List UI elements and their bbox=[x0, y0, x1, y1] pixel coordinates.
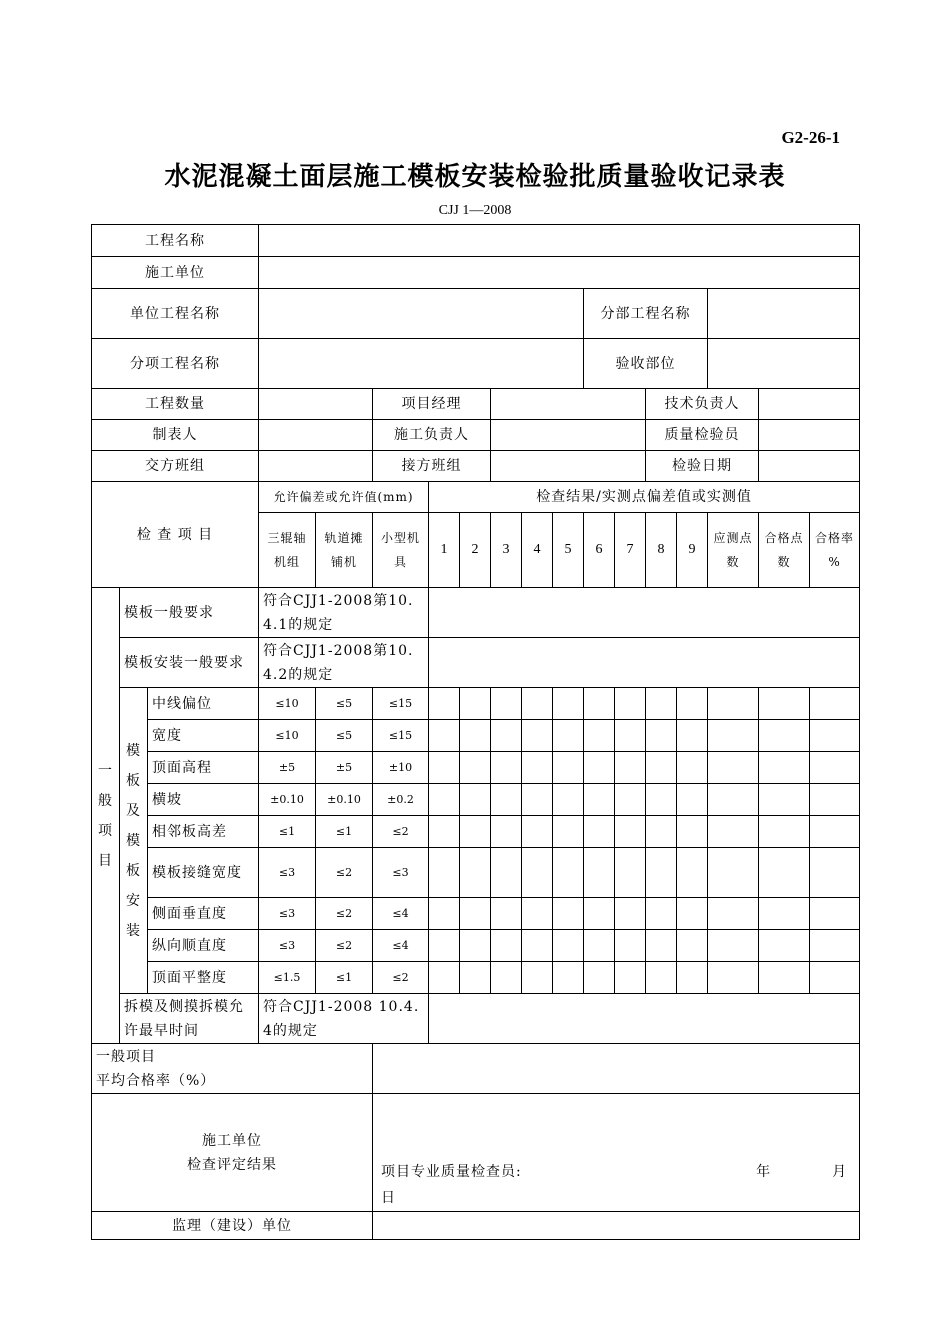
item-demold-time: 拆模及侧摸拆模允许最早时间 bbox=[120, 994, 259, 1044]
inspection-date-label: 检验日期 bbox=[646, 451, 759, 482]
point-cell[interactable] bbox=[460, 848, 491, 898]
point-cell[interactable] bbox=[584, 688, 615, 720]
tabulator-field[interactable] bbox=[259, 420, 373, 451]
point-header: 2 bbox=[460, 513, 491, 588]
point-cell[interactable] bbox=[615, 720, 646, 752]
measured-cell[interactable] bbox=[708, 688, 759, 720]
requirement-template-general: 符合CJJ1-2008第10.4.1的规定 bbox=[259, 588, 429, 638]
point-cell[interactable] bbox=[615, 816, 646, 848]
average-pass-rate-label-line2: 平均合格率（%） bbox=[96, 1072, 216, 1089]
point-cell[interactable] bbox=[460, 930, 491, 962]
subitem-project-name-field[interactable] bbox=[259, 339, 584, 389]
point-cell[interactable] bbox=[584, 720, 615, 752]
constructor-label: 施工单位 bbox=[92, 257, 259, 289]
passed-cell[interactable] bbox=[759, 930, 810, 962]
quantity-label: 工程数量 bbox=[92, 389, 259, 420]
point-cell[interactable] bbox=[553, 848, 584, 898]
passed-cell[interactable] bbox=[759, 720, 810, 752]
result-cell[interactable] bbox=[429, 588, 860, 638]
point-cell[interactable] bbox=[584, 930, 615, 962]
rate-cell[interactable] bbox=[810, 898, 860, 930]
tolerance-small-tool: ≤4 bbox=[373, 930, 429, 962]
point-cell[interactable] bbox=[553, 720, 584, 752]
passed-cell[interactable] bbox=[759, 816, 810, 848]
day-label: 日 bbox=[381, 1189, 396, 1206]
tabulator-label: 制表人 bbox=[92, 420, 259, 451]
results-header: 检查结果/实测点偏差值或实测值 bbox=[429, 482, 860, 513]
item-cross-slope: 横坡 bbox=[148, 784, 259, 816]
point-cell[interactable] bbox=[677, 930, 708, 962]
measured-cell[interactable] bbox=[708, 898, 759, 930]
point-cell[interactable] bbox=[646, 784, 677, 816]
point-cell[interactable] bbox=[553, 930, 584, 962]
point-cell[interactable] bbox=[677, 898, 708, 930]
point-cell[interactable] bbox=[553, 784, 584, 816]
construction-lead-label: 施工负责人 bbox=[373, 420, 491, 451]
rate-cell[interactable] bbox=[810, 816, 860, 848]
passed-cell[interactable] bbox=[759, 962, 810, 994]
rail-paver-header: 轨道摊铺机 bbox=[316, 513, 373, 588]
constructor-conclusion-field[interactable] bbox=[373, 1094, 860, 1212]
point-cell[interactable] bbox=[460, 784, 491, 816]
tolerance-rail-paver: ≤2 bbox=[316, 898, 373, 930]
rate-cell[interactable] bbox=[810, 688, 860, 720]
tolerance-three-roll: ≤1 bbox=[259, 816, 316, 848]
point-cell[interactable] bbox=[677, 962, 708, 994]
point-cell[interactable] bbox=[677, 784, 708, 816]
quality-inspector-label: 质量检验员 bbox=[646, 420, 759, 451]
rate-cell[interactable] bbox=[810, 720, 860, 752]
tolerance-rail-paver: ≤1 bbox=[316, 962, 373, 994]
tolerance-small-tool: ≤2 bbox=[373, 962, 429, 994]
requirement-demold-time: 符合CJJ1-2008 10.4.4的规定 bbox=[259, 994, 429, 1044]
passed-points-header: 合格点数 bbox=[759, 513, 810, 588]
technical-lead-field[interactable] bbox=[759, 389, 860, 420]
project-name-field[interactable] bbox=[259, 225, 860, 257]
point-cell[interactable] bbox=[584, 816, 615, 848]
passed-cell[interactable] bbox=[759, 848, 810, 898]
three-roll-header: 三辊轴机组 bbox=[259, 513, 316, 588]
tolerance-small-tool: ≤15 bbox=[373, 720, 429, 752]
inspection-record-table bbox=[91, 224, 860, 1240]
point-header: 3 bbox=[491, 513, 522, 588]
measured-cell[interactable] bbox=[708, 848, 759, 898]
point-cell[interactable] bbox=[429, 962, 460, 994]
point-cell[interactable] bbox=[584, 752, 615, 784]
passed-cell[interactable] bbox=[759, 784, 810, 816]
point-cell[interactable] bbox=[615, 930, 646, 962]
measured-cell[interactable] bbox=[708, 962, 759, 994]
item-width: 宽度 bbox=[148, 720, 259, 752]
point-cell[interactable] bbox=[429, 752, 460, 784]
tolerance-three-roll: ≤10 bbox=[259, 720, 316, 752]
point-cell[interactable] bbox=[615, 688, 646, 720]
point-cell[interactable] bbox=[615, 898, 646, 930]
point-cell[interactable] bbox=[491, 752, 522, 784]
document-code: G2-26-1 bbox=[781, 128, 840, 147]
point-cell[interactable] bbox=[677, 752, 708, 784]
general-items-label: 一般项目 bbox=[92, 588, 120, 1044]
point-cell[interactable] bbox=[584, 898, 615, 930]
point-cell[interactable] bbox=[677, 816, 708, 848]
average-pass-rate-field[interactable] bbox=[373, 1044, 860, 1094]
point-cell[interactable] bbox=[553, 688, 584, 720]
result-cell[interactable] bbox=[429, 994, 860, 1044]
point-cell[interactable] bbox=[646, 720, 677, 752]
point-header: 7 bbox=[615, 513, 646, 588]
point-cell[interactable] bbox=[615, 752, 646, 784]
technical-lead-label: 技术负责人 bbox=[646, 389, 759, 420]
point-cell[interactable] bbox=[646, 816, 677, 848]
pass-rate-header: 合格率 % bbox=[810, 513, 860, 588]
result-cell[interactable] bbox=[429, 638, 860, 688]
handover-team-field[interactable] bbox=[259, 451, 373, 482]
point-cell[interactable] bbox=[491, 962, 522, 994]
requirement-template-install-general: 符合CJJ1-2008第10.4.2的规定 bbox=[259, 638, 429, 688]
template-group-label: 模板及模板安装 bbox=[120, 688, 148, 994]
point-cell[interactable] bbox=[522, 930, 553, 962]
standard-reference: CJJ 1—2008 bbox=[438, 203, 512, 218]
point-cell[interactable] bbox=[522, 848, 553, 898]
tolerance-three-roll: ±0.10 bbox=[259, 784, 316, 816]
point-cell[interactable] bbox=[553, 816, 584, 848]
division-project-name-label: 分部工程名称 bbox=[584, 289, 708, 339]
passed-cell[interactable] bbox=[759, 688, 810, 720]
inspection-date-field[interactable] bbox=[759, 451, 860, 482]
measured-points-header: 应测点数 bbox=[708, 513, 759, 588]
acceptance-part-label: 验收部位 bbox=[584, 339, 708, 389]
point-cell[interactable] bbox=[522, 898, 553, 930]
point-cell[interactable] bbox=[522, 962, 553, 994]
point-cell[interactable] bbox=[615, 848, 646, 898]
point-cell[interactable] bbox=[522, 688, 553, 720]
point-header: 6 bbox=[584, 513, 615, 588]
small-tool-header: 小型机具 bbox=[373, 513, 429, 588]
rate-cell[interactable] bbox=[810, 930, 860, 962]
point-cell[interactable] bbox=[677, 688, 708, 720]
point-header: 1 bbox=[429, 513, 460, 588]
tolerance-three-roll: ±5 bbox=[259, 752, 316, 784]
point-cell[interactable] bbox=[553, 898, 584, 930]
point-header: 9 bbox=[677, 513, 708, 588]
quality-inspector-field[interactable] bbox=[759, 420, 860, 451]
tolerance-small-tool: ≤15 bbox=[373, 688, 429, 720]
point-cell[interactable] bbox=[646, 848, 677, 898]
item-template-install-general: 模板安装一般要求 bbox=[120, 638, 259, 688]
point-cell[interactable] bbox=[491, 688, 522, 720]
rate-cell[interactable] bbox=[810, 752, 860, 784]
quantity-field[interactable] bbox=[259, 389, 373, 420]
point-cell[interactable] bbox=[646, 898, 677, 930]
tolerance-small-tool: ≤3 bbox=[373, 848, 429, 898]
receiving-team-label: 接方班组 bbox=[373, 451, 491, 482]
point-cell[interactable] bbox=[553, 752, 584, 784]
point-cell[interactable] bbox=[522, 720, 553, 752]
tolerance-three-roll: ≤1.5 bbox=[259, 962, 316, 994]
point-cell[interactable] bbox=[460, 816, 491, 848]
measured-cell[interactable] bbox=[708, 784, 759, 816]
point-cell[interactable] bbox=[646, 962, 677, 994]
average-pass-rate-label bbox=[92, 1044, 373, 1094]
point-header: 4 bbox=[522, 513, 553, 588]
month-label: 月 bbox=[832, 1163, 848, 1180]
point-cell[interactable] bbox=[429, 848, 460, 898]
point-cell[interactable] bbox=[646, 688, 677, 720]
point-cell[interactable] bbox=[429, 784, 460, 816]
supervision-label: 监理（建设）单位 bbox=[92, 1212, 373, 1240]
acceptance-part-field[interactable] bbox=[708, 339, 860, 389]
measured-cell[interactable] bbox=[708, 720, 759, 752]
point-cell[interactable] bbox=[429, 816, 460, 848]
unit-project-name-field[interactable] bbox=[259, 289, 584, 339]
passed-cell[interactable] bbox=[759, 752, 810, 784]
allowed-deviation-header: 允许偏差或允许值(mm) bbox=[259, 482, 429, 513]
point-cell[interactable] bbox=[522, 784, 553, 816]
receiving-team-field[interactable] bbox=[491, 451, 646, 482]
project-manager-field[interactable] bbox=[491, 389, 646, 420]
construction-lead-field[interactable] bbox=[491, 420, 646, 451]
tolerance-three-roll: ≤10 bbox=[259, 688, 316, 720]
unit-project-name-label: 单位工程名称 bbox=[92, 289, 259, 339]
point-cell[interactable] bbox=[460, 752, 491, 784]
rate-cell[interactable] bbox=[810, 962, 860, 994]
tolerance-rail-paver: ±5 bbox=[316, 752, 373, 784]
tolerance-small-tool: ≤2 bbox=[373, 816, 429, 848]
project-name-label: 工程名称 bbox=[92, 225, 259, 257]
item-joint-width: 模板接缝宽度 bbox=[148, 848, 259, 898]
point-cell[interactable] bbox=[491, 784, 522, 816]
point-cell[interactable] bbox=[646, 752, 677, 784]
item-top-flatness: 顶面平整度 bbox=[148, 962, 259, 994]
point-cell[interactable] bbox=[677, 848, 708, 898]
item-centerline-offset: 中线偏位 bbox=[148, 688, 259, 720]
tolerance-rail-paver: ≤5 bbox=[316, 688, 373, 720]
point-cell[interactable] bbox=[646, 930, 677, 962]
point-cell[interactable] bbox=[584, 848, 615, 898]
point-cell[interactable] bbox=[584, 962, 615, 994]
point-cell[interactable] bbox=[491, 930, 522, 962]
measured-cell[interactable] bbox=[708, 930, 759, 962]
division-project-name-field[interactable] bbox=[708, 289, 860, 339]
point-cell[interactable] bbox=[522, 752, 553, 784]
point-cell[interactable] bbox=[460, 898, 491, 930]
point-cell[interactable] bbox=[491, 898, 522, 930]
point-cell[interactable] bbox=[460, 720, 491, 752]
point-cell[interactable] bbox=[615, 962, 646, 994]
point-cell[interactable] bbox=[522, 816, 553, 848]
constructor-conclusion-line1: 施工单位 bbox=[202, 1132, 262, 1149]
tolerance-three-roll: ≤3 bbox=[259, 848, 316, 898]
item-longitudinal-straightness: 纵向顺直度 bbox=[148, 930, 259, 962]
tolerance-rail-paver: ≤1 bbox=[316, 816, 373, 848]
tolerance-three-roll: ≤3 bbox=[259, 898, 316, 930]
point-cell[interactable] bbox=[491, 816, 522, 848]
point-cell[interactable] bbox=[460, 688, 491, 720]
point-cell[interactable] bbox=[491, 848, 522, 898]
tolerance-rail-paver: ≤5 bbox=[316, 720, 373, 752]
inspection-item-header: 检 查 项 目 bbox=[92, 482, 259, 588]
constructor-field[interactable] bbox=[259, 257, 860, 289]
average-pass-rate-label-line1: 一般项目 bbox=[96, 1048, 156, 1065]
point-header: 5 bbox=[553, 513, 584, 588]
constructor-conclusion-label bbox=[92, 1094, 373, 1212]
item-top-elevation: 顶面高程 bbox=[148, 752, 259, 784]
subitem-project-name-label: 分项工程名称 bbox=[92, 339, 259, 389]
passed-cell[interactable] bbox=[759, 898, 810, 930]
project-manager-label: 项目经理 bbox=[373, 389, 491, 420]
year-label: 年 bbox=[756, 1163, 772, 1180]
tolerance-rail-paver: ≤2 bbox=[316, 848, 373, 898]
measured-cell[interactable] bbox=[708, 752, 759, 784]
tolerance-small-tool: ≤4 bbox=[373, 898, 429, 930]
point-cell[interactable] bbox=[460, 962, 491, 994]
point-cell[interactable] bbox=[677, 720, 708, 752]
point-cell[interactable] bbox=[615, 784, 646, 816]
point-cell[interactable] bbox=[429, 930, 460, 962]
point-cell[interactable] bbox=[553, 962, 584, 994]
item-side-verticality: 侧面垂直度 bbox=[148, 898, 259, 930]
tolerance-rail-paver: ±0.10 bbox=[316, 784, 373, 816]
item-adjacent-slab-diff: 相邻板高差 bbox=[148, 816, 259, 848]
rate-cell[interactable] bbox=[810, 784, 860, 816]
point-cell[interactable] bbox=[429, 688, 460, 720]
tolerance-three-roll: ≤3 bbox=[259, 930, 316, 962]
tolerance-small-tool: ±10 bbox=[373, 752, 429, 784]
page-title: 水泥混凝土面层施工模板安装检验批质量验收记录表 bbox=[164, 162, 786, 192]
point-cell[interactable] bbox=[429, 898, 460, 930]
point-cell[interactable] bbox=[491, 720, 522, 752]
item-template-general: 模板一般要求 bbox=[120, 588, 259, 638]
point-cell[interactable] bbox=[584, 784, 615, 816]
rate-cell[interactable] bbox=[810, 848, 860, 898]
tolerance-rail-paver: ≤2 bbox=[316, 930, 373, 962]
inspector-label: 项目专业质量检查员: bbox=[381, 1163, 522, 1180]
handover-team-label: 交方班组 bbox=[92, 451, 259, 482]
point-cell[interactable] bbox=[429, 720, 460, 752]
constructor-conclusion-line2: 检查评定结果 bbox=[187, 1156, 277, 1173]
measured-cell[interactable] bbox=[708, 816, 759, 848]
supervision-field[interactable] bbox=[373, 1212, 860, 1240]
point-header: 8 bbox=[646, 513, 677, 588]
tolerance-small-tool: ±0.2 bbox=[373, 784, 429, 816]
